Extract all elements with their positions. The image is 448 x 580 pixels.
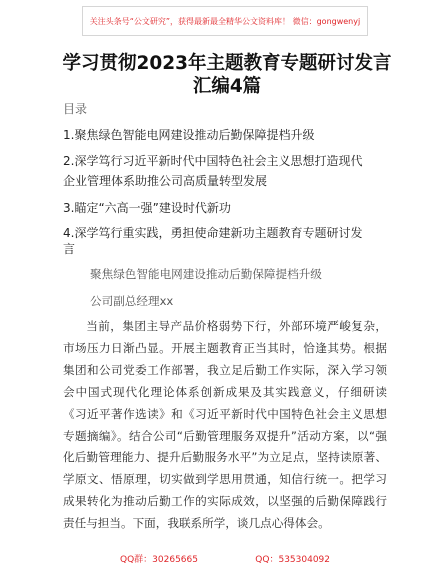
promo-banner-text: 关注头条号“公文研究”，获得最新最全精华公文资料库！ 微信：gongwenyj	[89, 16, 361, 26]
toc-item-1: 1.聚焦绿色智能电网建设推动后勤保障提档升级	[63, 128, 315, 142]
toc-heading: 目录	[63, 102, 88, 116]
toc-item-2-cont: 企业管理体系助推公司高质量转型发展	[63, 174, 268, 188]
document-title: 学习贯彻2023年主题教育专题研讨发言汇编4篇	[62, 53, 392, 97]
footer-contacts	[120, 552, 330, 565]
article-title: 聚焦绿色智能电网建设推动后勤保障提档升级	[90, 267, 322, 281]
article-body: 当前，集团主导产品价格弱势下行，外部环境严峻复杂，市场压力日渐凸显。开展主题教育正当其时，恰逢其势。根据集团和公司党委工作部署，我立足后勤工作实际，深入学习领会中国式现代化理论体系创新成果及其实践意义，仔细研读《习近平著作选读》和《习近平新时代中国特色社会主义思想专题摘编》。结合公司“后勤管理服务双提升”活动方案，以“强化后勤管理能力、提升后勤服务水平”为立足点，坚持读原著、学原文、悟原理，切实做到学思用贯通，知信行统一。把学习成果转化为推动后勤工作的实际成效，以坚强的后勤保障践行责任与担当。下面，我联系所学，谈几点心得体会。	[63, 319, 387, 531]
toc-item-4: 4.深学笃行重实践，勇担使命建新功主题教育专题研讨发	[63, 226, 363, 240]
toc-item-3: 3.瞄定“六高一强”建设时代新功	[63, 201, 231, 215]
footer-qq: QQ：535304092	[255, 555, 330, 565]
promo-banner	[82, 6, 368, 36]
footer-qq-group: QQ群：30265665	[120, 555, 198, 565]
toc-item-4-cont: 言	[63, 242, 76, 256]
toc-item-2: 2.深学笃行习近平新时代中国特色社会主义思想打造现代	[63, 154, 363, 168]
article-author: 公司副总经理xx	[90, 294, 174, 308]
